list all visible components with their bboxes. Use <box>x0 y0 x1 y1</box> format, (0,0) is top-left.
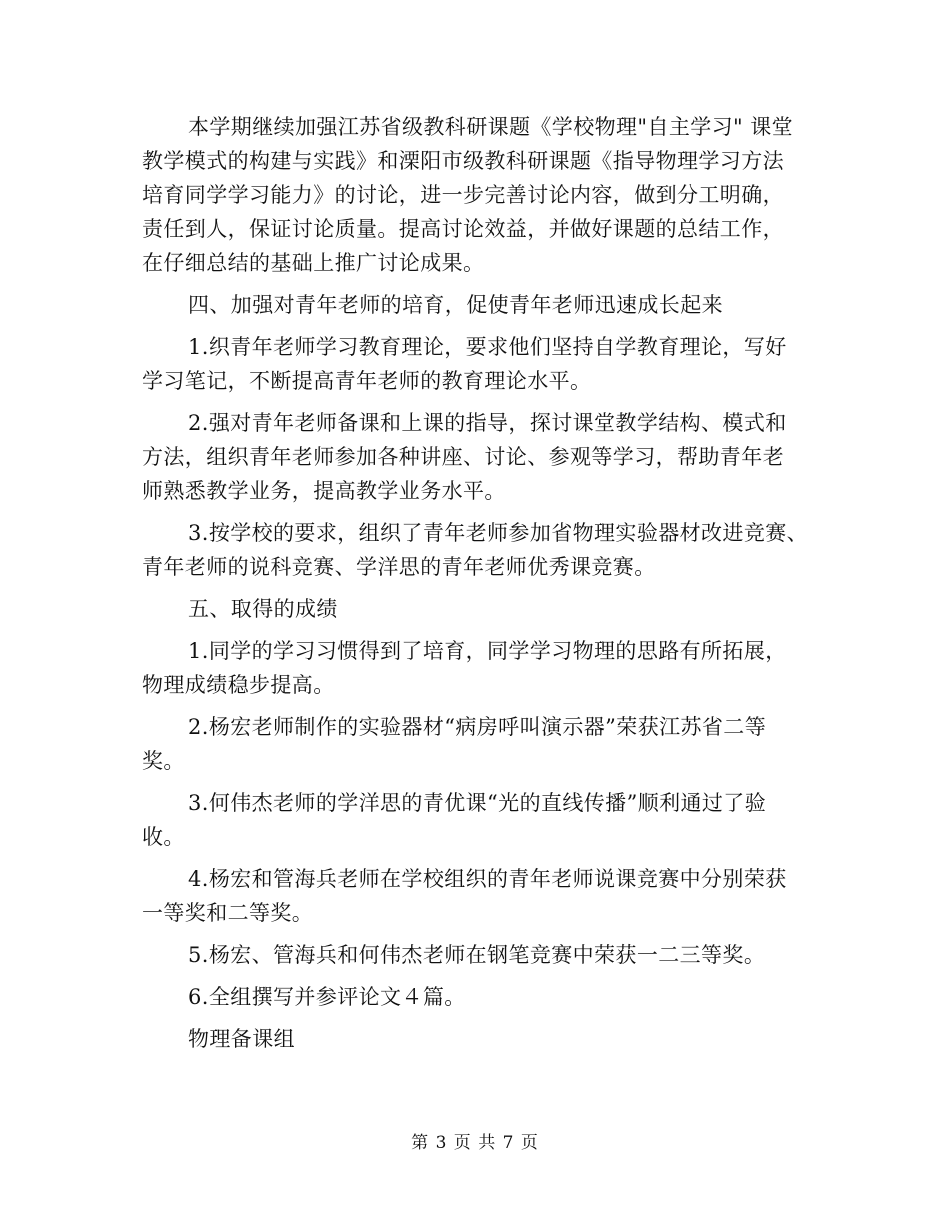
paragraph-5-4-line-2: 一等奖和二等奖。 <box>142 901 314 925</box>
paragraph-4-2-line-3: 师熟悉教学业务，提高教学业务水平。 <box>142 479 506 503</box>
paragraph-4-1-line-2: 学习笔记，不断提高青年老师的教育理论水平。 <box>142 369 592 393</box>
document-body <box>142 110 810 1056</box>
paragraph-5-2-line-2: 奖。 <box>142 749 185 773</box>
paragraph-1-line-4: 责任到人，保证讨论质量。提高讨论效益，并做好课题的总结工作， <box>142 217 784 241</box>
paragraph-1-line-1: 本学期继续加强江苏省级教科研课题《学校物理"自主学习" 课堂 <box>188 115 793 139</box>
paragraph-5-4-line-1: 4.杨宏和管海兵老师在学校组织的青年老师说课竞赛中分别荣获 <box>188 867 787 891</box>
paragraph-1-line-2: 教学模式的构建与实践》和溧阳市级教科研课题《指导物理学习方法 <box>142 149 784 173</box>
paragraph-5-3-line-1: 3.何伟杰老师的学洋思的青优课“光的直线传播”顺利通过了验 <box>188 791 767 815</box>
paragraph-4-3-line-2: 青年老师的说科竞赛、学洋思的青年老师优秀课竞赛。 <box>142 555 656 579</box>
paragraph-5-3-line-2: 收。 <box>142 825 185 849</box>
paragraph-4-2-line-2: 方法，组织青年老师参加各种讲座、讨论、参观等学习，帮助青年老 <box>142 445 784 469</box>
paragraph-4-1-line-1: 1.织青年老师学习教育理论，要求他们坚持自学教育理论，写好 <box>188 335 787 359</box>
paragraph-5-1-line-1: 1.同学的学习习惯得到了培育，同学学习物理的思路有所拓展， <box>188 639 787 663</box>
section-heading-5: 五、取得的成绩 <box>188 597 338 621</box>
paragraph-5-1-line-2: 物理成绩稳步提高。 <box>142 673 335 697</box>
section-heading-4: 四、加强对青年老师的培育，促使青年老师迅速成长起来 <box>188 293 723 317</box>
page-number-footer: 第 3 页 共 7 页 <box>411 1133 539 1153</box>
paragraph-4-3-line-1: 3.按学校的要求，组织了青年老师参加省物理实验器材改进竞赛、 <box>188 521 809 545</box>
signature-line: 物理备课组 <box>188 1027 295 1051</box>
paragraph-5-6-line-1: 6.全组撰写并参评论文４篇。 <box>188 985 466 1009</box>
paragraph-5-5-line-1: 5.杨宏、管海兵和何伟杰老师在钢笔竞赛中荣获一二三等奖。 <box>188 943 766 967</box>
paragraph-5-2-line-1: 2.杨宏老师制作的实验器材“病房呼叫演示器”荣获江苏省二等 <box>188 715 767 739</box>
paragraph-4-2-line-1: 2.强对青年老师备课和上课的指导，探讨课堂教学结构、模式和 <box>188 411 787 435</box>
paragraph-1-line-3: 培育同学学习能力》的讨论，进一步完善讨论内容，做到分工明确， <box>142 183 784 207</box>
paragraph-1-line-5: 在仔细总结的基础上推广讨论成果。 <box>142 251 485 275</box>
